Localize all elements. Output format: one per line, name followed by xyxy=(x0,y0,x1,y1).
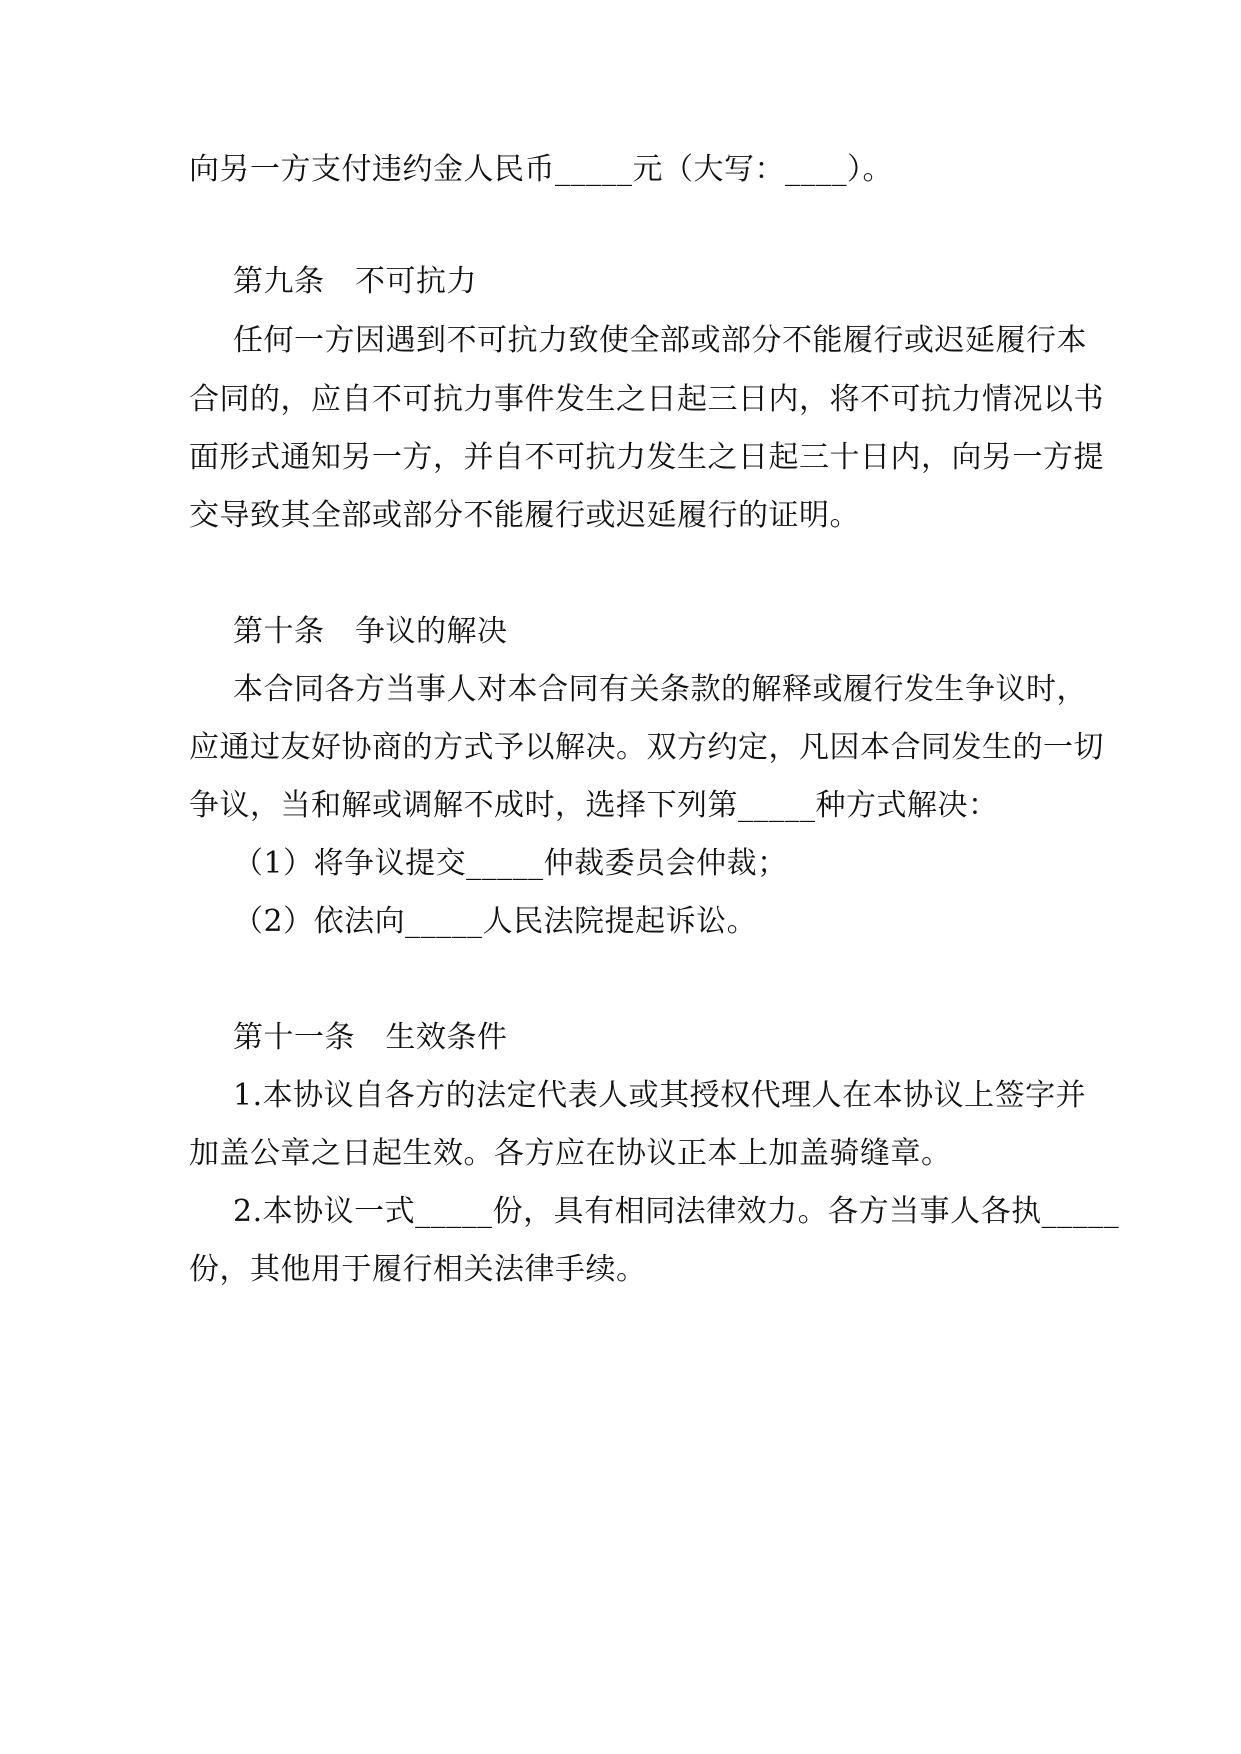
article-11-heading: 第十一条 生效条件 xyxy=(233,1020,508,1055)
article-11-line: 2.本协议一式_____份，具有相同法律效力。各方当事人各执_____ xyxy=(233,1194,1120,1229)
article-10-heading: 第十条 争议的解决 xyxy=(233,614,508,649)
article-11-line: 1.本协议自各方的法定代表人或其授权代理人在本协议上签字并 xyxy=(233,1078,1087,1113)
article-9-line: 合同的，应自不可抗力事件发生之日起三日内，将不可抗力情况以书 xyxy=(189,382,1104,417)
article-10-line: 争议，当和解或调解不成时，选择下列第_____种方式解决： xyxy=(189,788,999,823)
article-11-line: 加盖公章之日起生效。各方应在协议正本上加盖骑缝章。 xyxy=(189,1136,952,1171)
article-9-heading: 第九条 不可抗力 xyxy=(233,264,477,299)
article-10-option-1: （1）将争议提交_____仲裁委员会仲裁； xyxy=(233,846,788,881)
article-10-option-2: （2）依法向_____人民法院提起诉讼。 xyxy=(233,904,758,939)
article-11-line: 份，其他用于履行相关法律手续。 xyxy=(189,1252,647,1287)
article-9-line: 交导致其全部或部分不能履行或迟延履行的证明。 xyxy=(189,498,860,533)
article-10-line: 应通过友好协商的方式予以解决。双方约定，凡因本合同发生的一切 xyxy=(189,730,1104,765)
article-9-line: 面形式通知另一方，并自不可抗力发生之日起三十日内，向另一方提 xyxy=(189,440,1104,475)
article-9-line: 任何一方因遇到不可抗力致使全部或部分不能履行或迟延履行本 xyxy=(233,323,1087,358)
continuation-line: 向另一方支付违约金人民币_____元（大写：____）。 xyxy=(189,152,893,187)
article-10-line: 本合同各方当事人对本合同有关条款的解释或履行发生争议时， xyxy=(233,672,1087,707)
